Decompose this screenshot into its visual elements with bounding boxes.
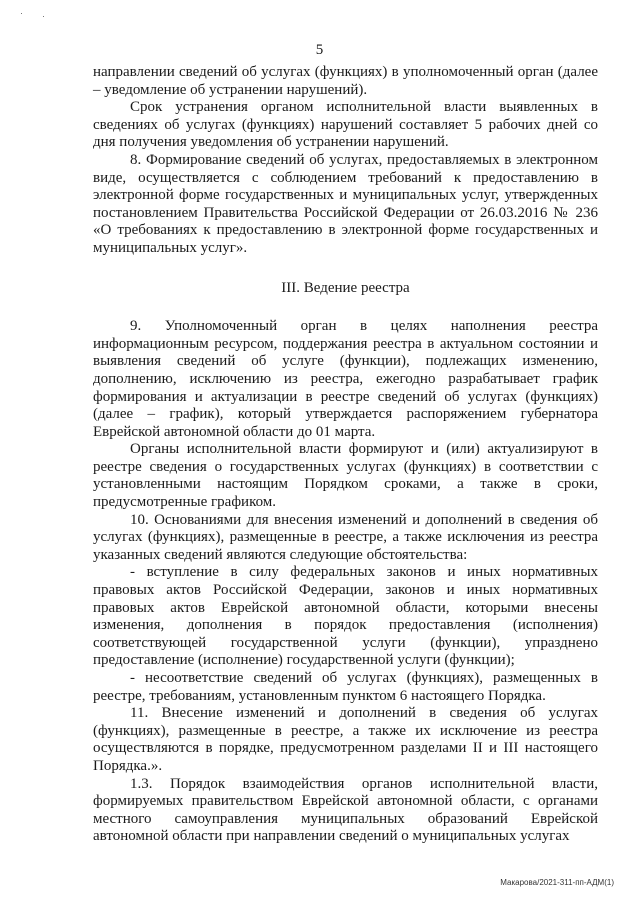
footer-reference: Макарова/2021-311-пп-АДМ(1) (500, 878, 614, 887)
paragraph-bullet-laws: - вступление в силу федеральных законов и иных нормативных правовых актов Российской Федерации, законов и иных нормативных правовых актов Еврейской автономной области, которыми внесены изменения, дополнения в порядок предоставления (исполнения) соответствующей государственной услуги (функции), упразднено предоставление (исполнение) государственной услуги (функции); (93, 564, 598, 669)
paragraph-item-1-3: 1.3. Порядок взаимодействия органов исполнительной власти, формируемых правительством Еврейской автономной области, с органами местного самоуправления муниципальных образований Еврейской автономной области при направлении сведений о муниципальных услугах (93, 775, 598, 845)
paragraph-deadline: Срок устранения органом исполнительной власти выявленных в сведениях об услугах (функциях) нарушений составляет 5 рабочих дней со дня получения уведомления об устранении нарушений. (93, 99, 598, 151)
paragraph-item-10: 10. Основаниями для внесения изменений и дополнений в сведения об услугах (функциях), размещенные в реестре, а также исключения из реестра указанных сведений являются следующие обстоятельства: (93, 511, 598, 563)
paragraph-executive-bodies: Органы исполнительной власти формируют и (или) актуализируют в реестре сведения о государственных услугах (функциях) в соответствии с установленными настоящим Порядком сроками, а также в сроки, предусмотренные графиком. (93, 441, 598, 511)
paragraph-bullet-mismatch: - несоответствие сведений об услугах (функциях), размещенных в реестре, требованиям, установленным пунктом 6 настоящего Порядка. (93, 670, 598, 704)
document-body (93, 64, 598, 846)
paragraph-item-9: 9. Уполномоченный орган в целях наполнения реестра информационным ресурсом, поддержания реестра в актуальном состоянии и выявления сведений об услуге (функции), подлежащих изменению, дополнению, исключению из реестра, ежегодно разрабатывает график формирования и актуализации в реестре сведений об услугах (функциях) (далее – график), который утверждается распоряжением губернатора Еврейской автономной области до 01 марта. (93, 318, 598, 440)
paragraph-item-11: 11. Внесение изменений и дополнений в сведения об услугах (функциях), размещенные в реестре, а также их исключение из реестра осуществляются в порядке, предусмотренном разделами II и III настоящего Порядка.». (93, 705, 598, 774)
page-number: 5 (315, 42, 324, 58)
paragraph-continuation: направлении сведений об услугах (функциях) в уполномоченный орган (далее – уведомление об устранении нарушений). (93, 64, 598, 98)
section-heading: III. Ведение реестра (281, 279, 410, 296)
scan-speck (43, 16, 44, 17)
paragraph-item-8: 8. Формирование сведений об услугах, предоставляемых в электронном виде, осуществляется с соблюдением требований к предоставлению в электронной форме государственных и муниципальных услуг, утвержденных постановлением Правительства Российской Федерации от 26.03.2016 № 236 «О требованиях к предоставлению в электронной форме государственных и муниципальных услуг». (93, 151, 598, 256)
scan-speck (21, 13, 22, 14)
